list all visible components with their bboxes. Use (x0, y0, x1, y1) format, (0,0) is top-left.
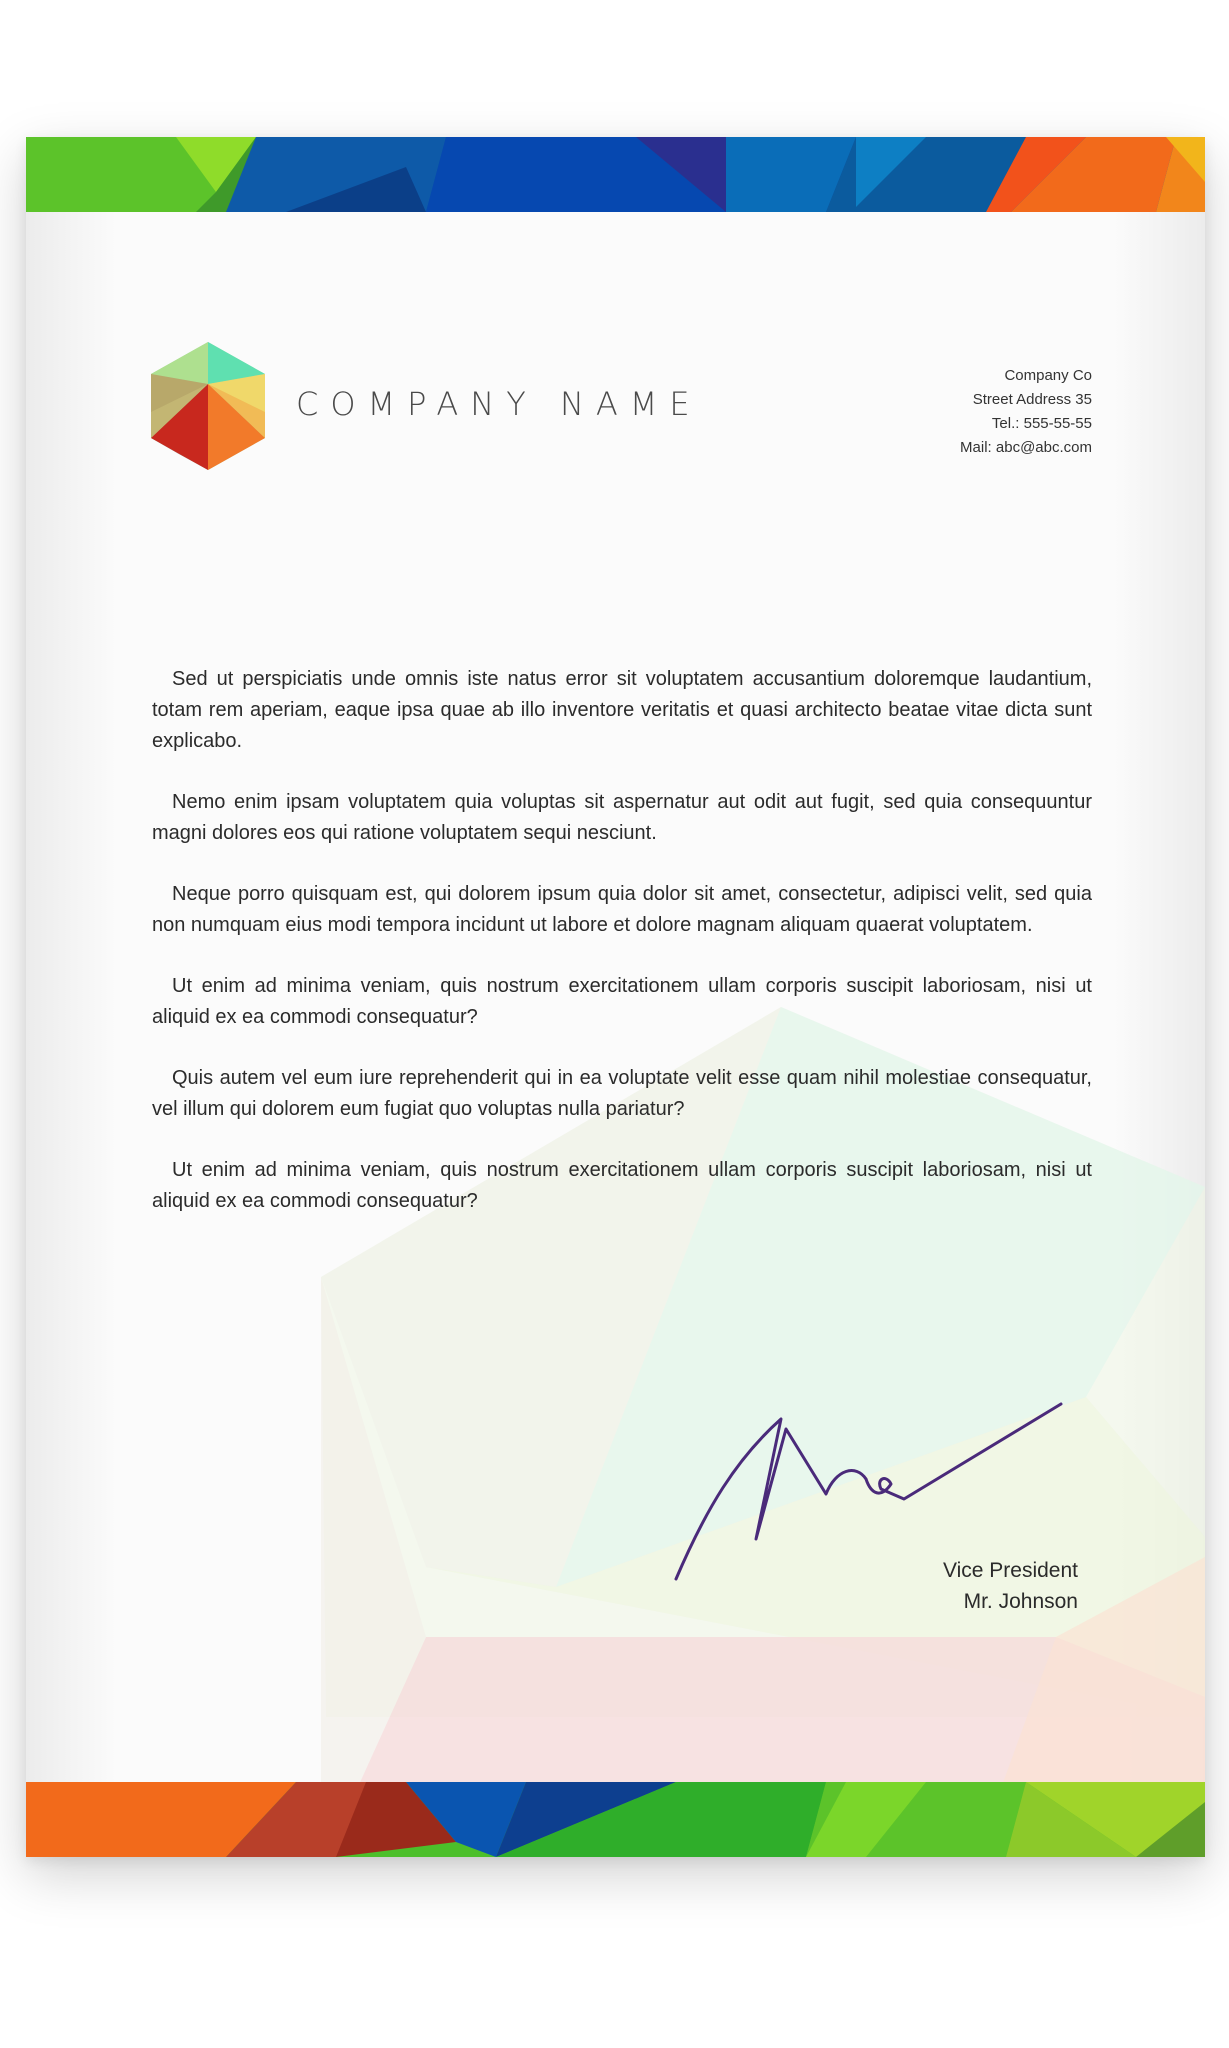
signer-block (943, 1555, 1078, 1617)
contact-block (960, 364, 1092, 460)
contact-phone: Tel.: 555-55-55 (991, 415, 1092, 432)
letterhead-page (26, 137, 1205, 1857)
signer-name: Mr. Johnson (963, 1590, 1078, 1613)
letter-body (152, 664, 1092, 1247)
contact-company: Company Co (1004, 367, 1092, 384)
contact-street: Street Address 35 (972, 391, 1092, 408)
body-paragraph: Ut enim ad minima veniam, quis nostrum exercitationem ullam corporis suscipit laboriosam, nisi ut aliquid ex ea commodi consequatur? (152, 975, 1092, 1028)
body-paragraph: Neque porro quisquam est, qui dolorem ipsum quia dolor sit amet, consectetur, adipisci velit, sed quia non numquam eius modi tempora incidunt ut labore et dolore magnam aliquam quaerat voluptatem. (152, 883, 1092, 936)
top-color-band (26, 137, 1205, 212)
body-paragraph: Quis autem vel eum iure reprehenderit qui in ea voluptate velit esse quam nihil molestiae consequatur, vel illum qui dolorem eum fugiat quo voluptas nulla pariatur? (152, 1067, 1092, 1120)
body-paragraph: Nemo enim ipsam voluptatem quia voluptas sit aspernatur aut odit aut fugit, sed quia consequuntur magni dolores eos qui ratione voluptatem sequi nesciunt. (152, 791, 1092, 844)
contact-mail: Mail: abc@abc.com (960, 439, 1092, 456)
bottom-color-band (26, 1782, 1205, 1857)
hexagon-gem-logo-icon (151, 342, 265, 470)
signer-title: Vice President (942, 1559, 1078, 1582)
body-paragraph: Ut enim ad minima veniam, quis nostrum exercitationem ullam corporis suscipit laboriosam, nisi ut aliquid ex ea commodi consequatur? (152, 1159, 1092, 1212)
company-name: COMPANY NAME (296, 385, 702, 423)
body-paragraph: Sed ut perspiciatis unde omnis iste natus error sit voluptatem accusantium doloremque laudantium, totam rem aperiam, eaque ipsa quae ab illo inventore veritatis et quasi architecto beatae vitae dicta sunt explicabo. (152, 668, 1092, 752)
